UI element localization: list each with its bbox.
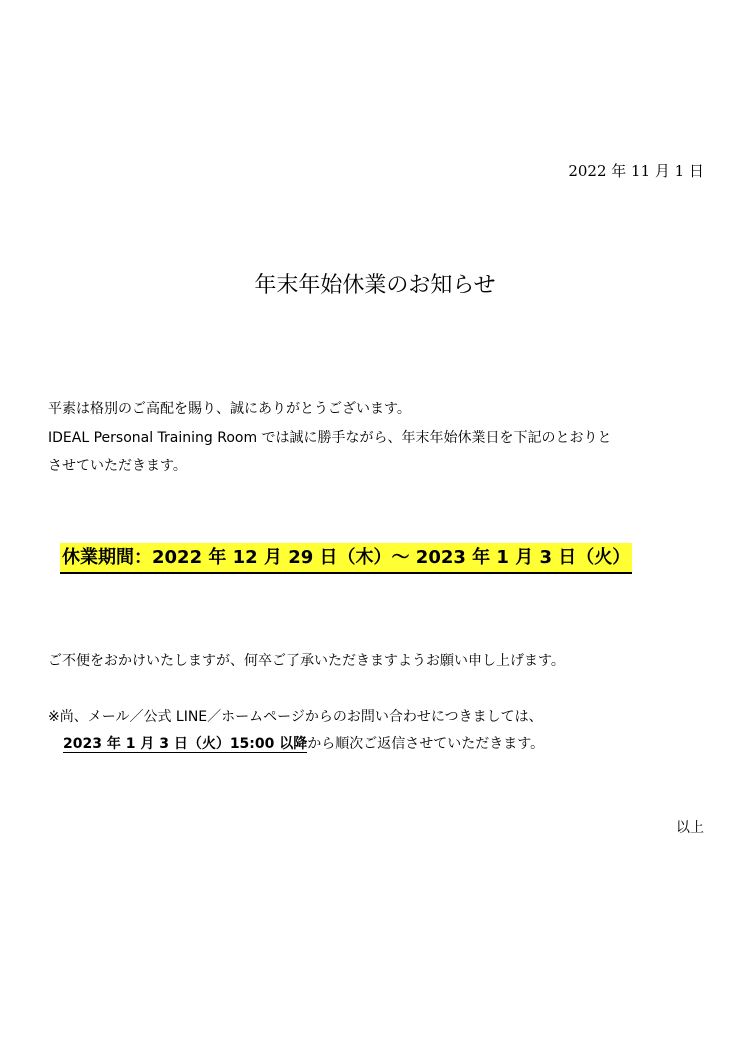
- intro-line-3: させていただきます。: [48, 458, 187, 474]
- reply-resume-text: から順次ご返信させていただきます。: [307, 736, 545, 752]
- inquiry-note: ※尚、メール／公式 LINE／ホームページからのお問い合わせにつきましては、: [48, 709, 543, 725]
- reply-resume-line: [63, 734, 544, 754]
- apology-text: ご不便をおかけいたしますが、何卒ご了承いただきますようお願い申し上げます。: [48, 653, 565, 669]
- notice-date: 2022 年 11 月 1 日: [568, 162, 704, 180]
- reply-resume-date: 2023 年 1 月 3 日（火）15:00 以降: [63, 736, 308, 752]
- intro-line-1: 平素は格別のご高配を賜り、誠にありがとうございます。: [48, 401, 411, 417]
- closing-mark: 以上: [676, 820, 704, 836]
- notice-title: 年末年始休業のお知らせ: [254, 273, 496, 298]
- intro-line-2: IDEAL Personal Training Room では誠に勝手ながら、年末年始休業日を下記のとおりと: [48, 430, 612, 446]
- closure-period-highlight: 休業期間：2022 年 12 月 29 日（木）～ 2023 年 1 月 3 日（火）: [60, 543, 632, 574]
